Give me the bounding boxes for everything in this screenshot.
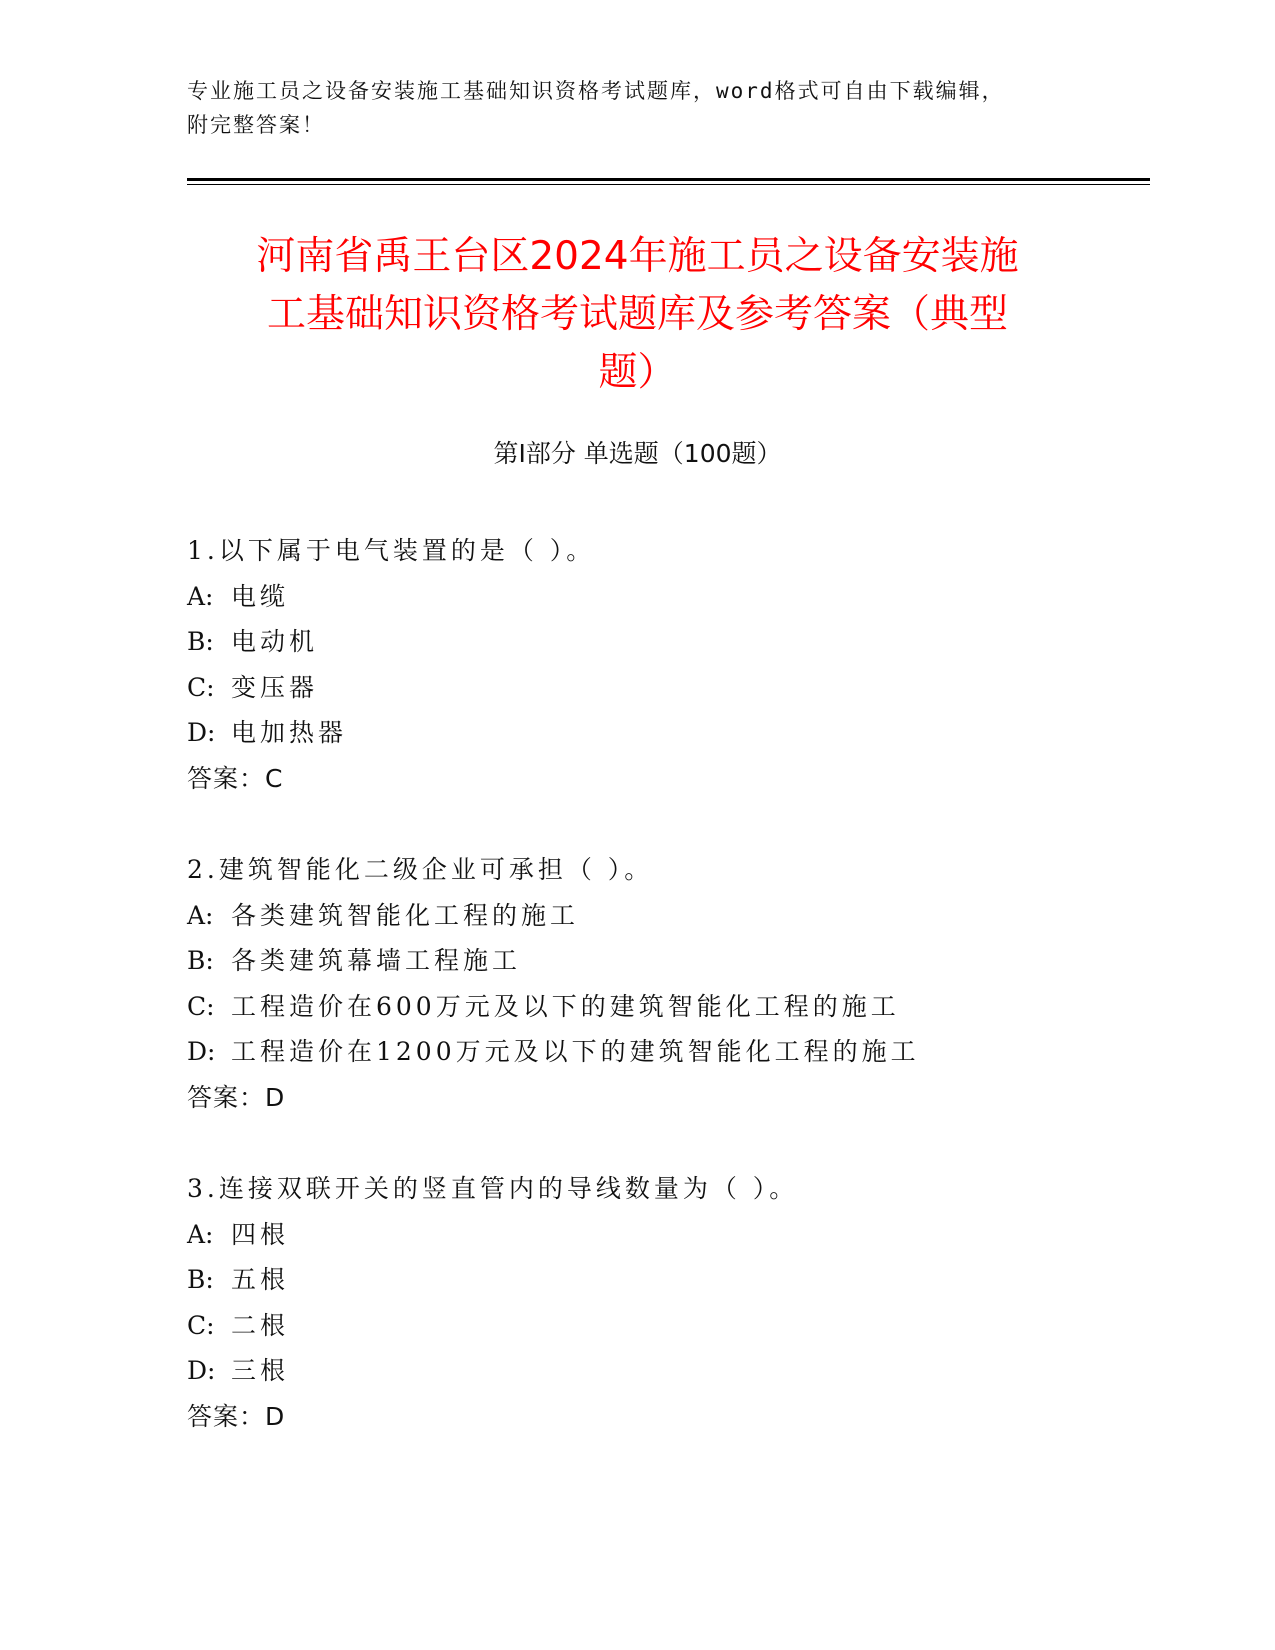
option-d: [187, 1029, 1107, 1075]
option-text: 二根: [231, 1310, 290, 1340]
option-b: [187, 619, 1107, 665]
document-title-line-1: 河南省禹王台区2024年施工员之设备安装施: [256, 234, 1019, 279]
question-stem: 2.建筑智能化二级企业可承担（ ）。: [187, 855, 654, 884]
option-b: [187, 938, 1107, 984]
option-text: 三根: [231, 1356, 290, 1385]
option-letter: C:: [187, 672, 215, 702]
option-c: [187, 665, 1107, 711]
option-c: [187, 1303, 1107, 1349]
answer-line: 答案：C: [187, 763, 284, 793]
header-divider-thick: [187, 178, 1150, 181]
question-3: [187, 1166, 1107, 1439]
question-1: [187, 528, 1107, 801]
document-title-line-3: 题）: [598, 350, 677, 395]
header-divider-thin: [187, 184, 1150, 185]
document-title-line-2: 工基础知识资格考试题库及参考答案（典型: [266, 292, 1008, 337]
option-letter: C:: [187, 991, 215, 1021]
question-list: [187, 528, 1107, 1485]
option-letter: A:: [187, 1219, 214, 1249]
option-text: 四根: [231, 1219, 290, 1249]
option-text: 电加热器: [231, 718, 348, 747]
document-title: [187, 228, 1088, 402]
option-text: 五根: [231, 1265, 290, 1294]
header-note-line-1: 专业施工员之设备安装施工基础知识资格考试题库，word格式可自由下载编辑，: [187, 79, 1005, 103]
question-2: [187, 847, 1107, 1120]
option-text: 变压器: [231, 672, 319, 702]
option-letter: D:: [187, 1356, 216, 1385]
answer-line: 答案：D: [187, 1401, 286, 1431]
option-letter: D:: [187, 1037, 216, 1066]
option-text: 工程造价在600万元及以下的建筑智能化工程的施工: [231, 991, 900, 1021]
option-text: 电动机: [231, 627, 319, 656]
option-c: [187, 984, 1107, 1030]
option-d: [187, 710, 1107, 756]
option-letter: D:: [187, 718, 216, 747]
answer-line: 答案：D: [187, 1082, 286, 1112]
option-text: 各类建筑智能化工程的施工: [231, 900, 580, 930]
option-d: [187, 1348, 1107, 1394]
option-letter: A:: [187, 581, 214, 611]
option-a: [187, 893, 1107, 939]
option-letter: C:: [187, 1310, 215, 1340]
option-letter: B:: [187, 1265, 214, 1294]
section-heading: 第Ⅰ部分 单选题（100题）: [493, 439, 782, 468]
option-text: 工程造价在1200万元及以下的建筑智能化工程的施工: [231, 1037, 920, 1066]
option-letter: B:: [187, 627, 214, 656]
header-note: [187, 74, 1067, 142]
question-stem: 1.以下属于电气装置的是（ ）。: [187, 536, 596, 565]
question-stem: 3.连接双联开关的竖直管内的导线数量为（ ）。: [187, 1174, 799, 1203]
option-text: 电缆: [231, 581, 290, 611]
header-note-line-2: 附完整答案！: [187, 113, 325, 137]
option-letter: A:: [187, 900, 214, 930]
option-a: [187, 574, 1107, 620]
option-text: 各类建筑幕墙工程施工: [231, 946, 522, 975]
option-a: [187, 1212, 1107, 1258]
option-b: [187, 1257, 1107, 1303]
option-letter: B:: [187, 946, 214, 975]
